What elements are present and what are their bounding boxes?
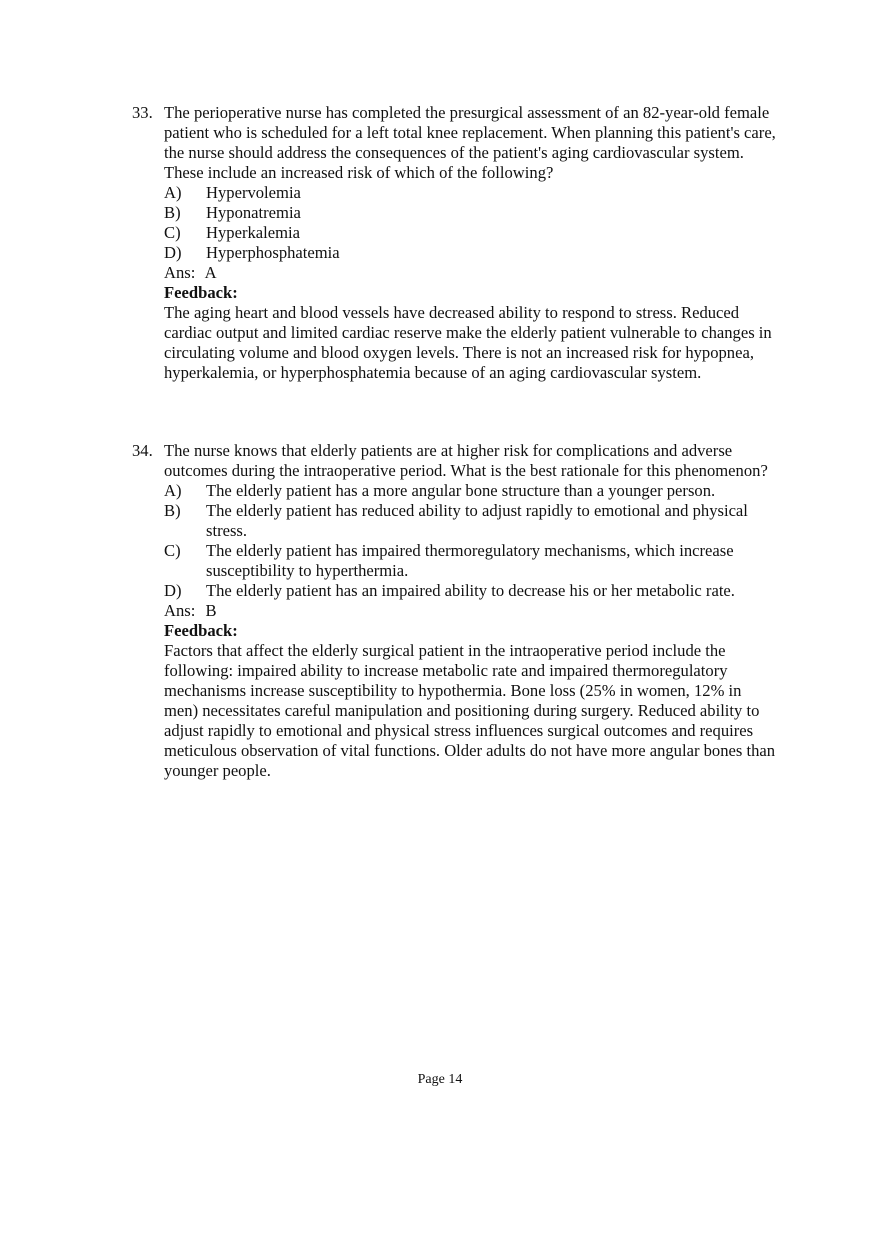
question-number: 34.	[132, 441, 153, 460]
option-b	[164, 203, 777, 223]
answer-label: Ans:	[164, 601, 196, 620]
option-text: The elderly patient has a more angular bone structure than a younger person.	[206, 481, 716, 500]
option-d	[164, 243, 777, 263]
answer-line	[164, 601, 777, 621]
feedback-label: Feedback:	[164, 283, 238, 302]
options-list	[164, 183, 777, 383]
option-text: Hyperphosphatemia	[206, 243, 340, 262]
question-number: 33.	[132, 103, 153, 122]
question-header	[132, 103, 777, 183]
option-letter: B)	[164, 501, 181, 520]
option-d	[164, 581, 777, 601]
option-a	[164, 481, 777, 501]
answer-line	[164, 263, 777, 283]
option-letter: A)	[164, 481, 182, 500]
question-header	[132, 441, 777, 481]
feedback-text: The aging heart and blood vessels have decreased ability to respond to stress. Reduced cardiac output and limited cardiac reserve make the elderly patient vulnerable to changes in circulating volume and blood oxygen levels. There is not an increased risk for hypopnea, hyperkalemia, or hyperphosphatemia because of an aging cardiovascular system.	[164, 303, 772, 382]
option-b	[164, 501, 777, 541]
question-34	[132, 441, 777, 781]
option-c	[164, 223, 777, 243]
answer-value: B	[205, 601, 217, 620]
option-c	[164, 541, 777, 581]
option-letter: D)	[164, 581, 182, 600]
feedback-text: Factors that affect the elderly surgical patient in the intraoperative period include the following: impaired ability to increase metabolic rate and impaired thermoregulatory mechanisms increase susceptibility to hypothermia. Bone loss (25% in women, 12% in men) necessitates careful manipulation and positioning during surgery. Reduced ability to adjust rapidly to emotional and physical stress influences surgical outcomes and requires meticulous observation of vital functions. Older adults do not have more angular bones than younger people.	[164, 641, 776, 780]
page-number: Page 14	[417, 1072, 463, 1087]
feedback-label: Feedback:	[164, 621, 238, 640]
options-list	[164, 481, 777, 781]
option-letter: C)	[164, 541, 181, 560]
option-text: The elderly patient has reduced ability to adjust rapidly to emotional and physical stress.	[206, 501, 748, 540]
question-stem: The perioperative nurse has completed the presurgical assessment of an 82-year-old female patient who is scheduled for a left total knee replacement. When planning this patient's care, the nurse should address the consequences of the patient's aging cardiovascular system. These include an increased risk of which of the following?	[164, 103, 776, 182]
option-letter: B)	[164, 203, 181, 222]
option-text: The elderly patient has impaired thermoregulatory mechanisms, which increase susceptibility to hyperthermia.	[206, 541, 734, 580]
option-text: Hyperkalemia	[206, 223, 300, 242]
option-text: Hyponatremia	[206, 203, 301, 222]
option-letter: D)	[164, 243, 182, 262]
answer-value: A	[204, 263, 217, 282]
option-letter: C)	[164, 223, 181, 242]
option-a	[164, 183, 777, 203]
question-33	[132, 103, 777, 383]
question-stem: The nurse knows that elderly patients are at higher risk for complications and adverse outcomes during the intraoperative period. What is the best rationale for this phenomenon?	[164, 441, 768, 480]
option-text: Hypervolemia	[206, 183, 301, 202]
answer-label: Ans:	[164, 263, 196, 282]
option-letter: A)	[164, 183, 182, 202]
option-text: The elderly patient has an impaired ability to decrease his or her metabolic rate.	[206, 581, 735, 600]
